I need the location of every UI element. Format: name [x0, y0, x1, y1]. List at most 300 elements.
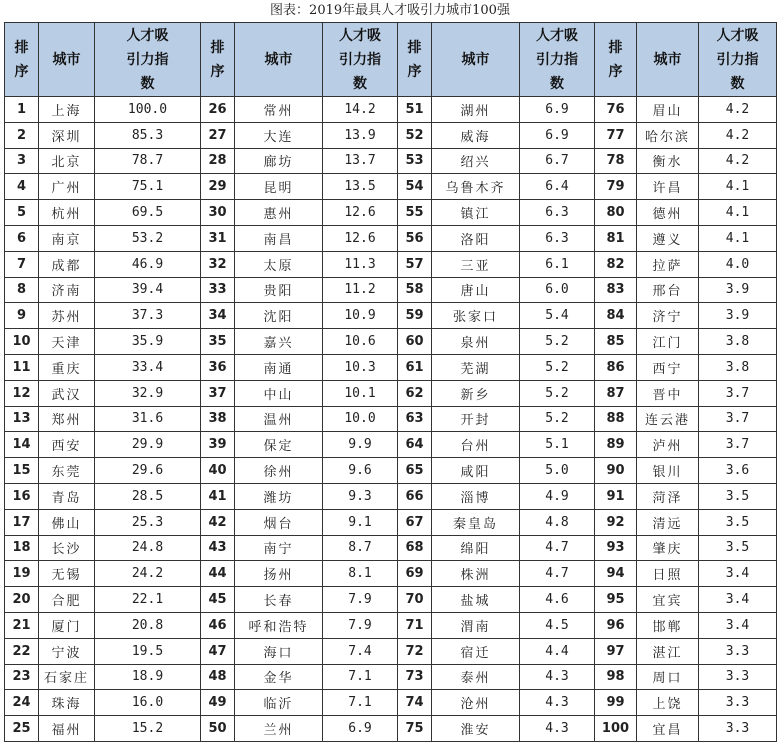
- index-cell: 10.3: [323, 354, 398, 380]
- index-cell: 6.3: [520, 225, 595, 251]
- header-index-label: 人才吸引力指数: [126, 27, 169, 92]
- rank-cell: 15: [5, 458, 39, 484]
- index-cell: 14.2: [323, 97, 398, 123]
- rank-cell: 14: [5, 432, 39, 458]
- rank-cell: 93: [595, 535, 637, 561]
- city-cell: 淮安: [432, 716, 520, 742]
- rank-cell: 55: [398, 200, 432, 226]
- city-cell: 德州: [637, 200, 699, 226]
- index-cell: 5.2: [520, 329, 595, 355]
- city-cell: 绍兴: [432, 148, 520, 174]
- header-index: [699, 23, 777, 97]
- table-row: [5, 483, 777, 509]
- rank-cell: 50: [201, 716, 235, 742]
- index-cell: 4.7: [520, 535, 595, 561]
- rank-cell: 23: [5, 664, 39, 690]
- table-row: [5, 561, 777, 587]
- index-cell: 5.2: [520, 406, 595, 432]
- rank-cell: 31: [201, 225, 235, 251]
- city-cell: 晋中: [637, 380, 699, 406]
- city-cell: 周口: [637, 664, 699, 690]
- index-cell: 33.4: [95, 354, 201, 380]
- city-cell: 沧州: [432, 690, 520, 716]
- city-cell: 南通: [235, 354, 323, 380]
- index-cell: 53.2: [95, 225, 201, 251]
- index-cell: 4.6: [520, 587, 595, 613]
- rank-cell: 76: [595, 97, 637, 123]
- rank-cell: 63: [398, 406, 432, 432]
- index-cell: 31.6: [95, 406, 201, 432]
- city-cell: 烟台: [235, 509, 323, 535]
- index-cell: 3.4: [699, 561, 777, 587]
- header-rank: [595, 23, 637, 97]
- city-cell: 菏泽: [637, 483, 699, 509]
- rank-cell: 27: [201, 122, 235, 148]
- rank-cell: 22: [5, 638, 39, 664]
- index-cell: 3.7: [699, 406, 777, 432]
- index-cell: 3.9: [699, 277, 777, 303]
- header-index-label: 人才吸引力指数: [716, 27, 759, 92]
- index-cell: 9.9: [323, 432, 398, 458]
- rank-cell: 60: [398, 329, 432, 355]
- index-cell: 46.9: [95, 251, 201, 277]
- city-cell: 苏州: [39, 303, 95, 329]
- city-cell: 嘉兴: [235, 329, 323, 355]
- rank-cell: 7: [5, 251, 39, 277]
- rank-cell: 1: [5, 97, 39, 123]
- rank-cell: 33: [201, 277, 235, 303]
- rank-cell: 69: [398, 561, 432, 587]
- city-cell: 渭南: [432, 612, 520, 638]
- header-rank: [201, 23, 235, 97]
- city-cell: 呼和浩特: [235, 612, 323, 638]
- table-row: [5, 251, 777, 277]
- table-row: [5, 225, 777, 251]
- header-rank-label: 排序: [608, 39, 623, 80]
- index-cell: 29.6: [95, 458, 201, 484]
- index-cell: 5.2: [520, 380, 595, 406]
- city-cell: 秦皇岛: [432, 509, 520, 535]
- index-cell: 4.8: [520, 509, 595, 535]
- index-cell: 9.3: [323, 483, 398, 509]
- city-cell: 广州: [39, 174, 95, 200]
- header-rank-label: 排序: [407, 39, 422, 80]
- table-row: [5, 458, 777, 484]
- city-cell: 上饶: [637, 690, 699, 716]
- index-cell: 4.5: [520, 612, 595, 638]
- index-cell: 10.0: [323, 406, 398, 432]
- city-cell: 宁波: [39, 638, 95, 664]
- city-cell: 佛山: [39, 509, 95, 535]
- table-row: [5, 509, 777, 535]
- city-cell: 济南: [39, 277, 95, 303]
- header-rank: [5, 23, 39, 97]
- rank-cell: 73: [398, 664, 432, 690]
- rank-cell: 75: [398, 716, 432, 742]
- rank-cell: 70: [398, 587, 432, 613]
- city-cell: 开封: [432, 406, 520, 432]
- city-cell: 泉州: [432, 329, 520, 355]
- city-cell: 乌鲁木齐: [432, 174, 520, 200]
- city-cell: 常州: [235, 97, 323, 123]
- rank-cell: 44: [201, 561, 235, 587]
- city-cell: 临沂: [235, 690, 323, 716]
- rank-cell: 66: [398, 483, 432, 509]
- city-cell: 南昌: [235, 225, 323, 251]
- rank-cell: 8: [5, 277, 39, 303]
- index-cell: 3.5: [699, 509, 777, 535]
- rank-cell: 94: [595, 561, 637, 587]
- index-cell: 3.3: [699, 664, 777, 690]
- table-row: [5, 535, 777, 561]
- header-city: [637, 23, 699, 97]
- city-cell: 宿迁: [432, 638, 520, 664]
- index-cell: 7.4: [323, 638, 398, 664]
- index-cell: 11.3: [323, 251, 398, 277]
- rank-cell: 40: [201, 458, 235, 484]
- city-cell: 南宁: [235, 535, 323, 561]
- index-cell: 3.3: [699, 690, 777, 716]
- table-row: [5, 277, 777, 303]
- city-cell: 盐城: [432, 587, 520, 613]
- index-cell: 16.0: [95, 690, 201, 716]
- table-row: [5, 716, 777, 742]
- city-cell: 湛江: [637, 638, 699, 664]
- rank-cell: 41: [201, 483, 235, 509]
- header-index: [520, 23, 595, 97]
- city-cell: 兰州: [235, 716, 323, 742]
- table-row: [5, 638, 777, 664]
- rank-cell: 37: [201, 380, 235, 406]
- index-cell: 7.9: [323, 587, 398, 613]
- header-city: [235, 23, 323, 97]
- table-row: [5, 174, 777, 200]
- city-cell: 长沙: [39, 535, 95, 561]
- city-cell: 银川: [637, 458, 699, 484]
- city-cell: 潍坊: [235, 483, 323, 509]
- rank-cell: 65: [398, 458, 432, 484]
- index-cell: 28.5: [95, 483, 201, 509]
- city-cell: 保定: [235, 432, 323, 458]
- header-index-label: 人才吸引力指数: [339, 27, 381, 92]
- index-cell: 5.4: [520, 303, 595, 329]
- rank-cell: 11: [5, 354, 39, 380]
- rank-cell: 92: [595, 509, 637, 535]
- city-cell: 太原: [235, 251, 323, 277]
- rank-cell: 17: [5, 509, 39, 535]
- rank-cell: 29: [201, 174, 235, 200]
- city-cell: 济宁: [637, 303, 699, 329]
- rank-cell: 19: [5, 561, 39, 587]
- rank-cell: 25: [5, 716, 39, 742]
- city-cell: 新乡: [432, 380, 520, 406]
- rank-cell: 77: [595, 122, 637, 148]
- table-row: [5, 148, 777, 174]
- index-cell: 6.3: [520, 200, 595, 226]
- table-row: [5, 664, 777, 690]
- city-cell: 沈阳: [235, 303, 323, 329]
- rank-cell: 95: [595, 587, 637, 613]
- rank-cell: 86: [595, 354, 637, 380]
- index-cell: 10.1: [323, 380, 398, 406]
- index-cell: 15.2: [95, 716, 201, 742]
- rank-cell: 91: [595, 483, 637, 509]
- rank-cell: 18: [5, 535, 39, 561]
- city-cell: 重庆: [39, 354, 95, 380]
- index-cell: 11.2: [323, 277, 398, 303]
- index-cell: 3.7: [699, 380, 777, 406]
- index-cell: 4.1: [699, 174, 777, 200]
- index-cell: 4.1: [699, 225, 777, 251]
- table-row: [5, 380, 777, 406]
- index-cell: 35.9: [95, 329, 201, 355]
- index-cell: 3.3: [699, 716, 777, 742]
- city-cell: 福州: [39, 716, 95, 742]
- index-cell: 5.1: [520, 432, 595, 458]
- rank-cell: 81: [595, 225, 637, 251]
- rank-cell: 56: [398, 225, 432, 251]
- city-cell: 深圳: [39, 122, 95, 148]
- rank-cell: 2: [5, 122, 39, 148]
- rank-cell: 59: [398, 303, 432, 329]
- city-cell: 唐山: [432, 277, 520, 303]
- city-cell: 邯郸: [637, 612, 699, 638]
- city-cell: 拉萨: [637, 251, 699, 277]
- rank-cell: 38: [201, 406, 235, 432]
- city-cell: 扬州: [235, 561, 323, 587]
- rank-cell: 71: [398, 612, 432, 638]
- index-cell: 13.9: [323, 122, 398, 148]
- city-cell: 无锡: [39, 561, 95, 587]
- table-row: [5, 122, 777, 148]
- index-cell: 3.7: [699, 432, 777, 458]
- index-cell: 18.9: [95, 664, 201, 690]
- city-cell: 长春: [235, 587, 323, 613]
- index-cell: 3.4: [699, 587, 777, 613]
- city-cell: 哈尔滨: [637, 122, 699, 148]
- table-body: [5, 97, 777, 742]
- city-cell: 成都: [39, 251, 95, 277]
- header-index: [323, 23, 398, 97]
- rank-cell: 53: [398, 148, 432, 174]
- index-cell: 3.3: [699, 638, 777, 664]
- index-cell: 4.3: [520, 690, 595, 716]
- rank-cell: 58: [398, 277, 432, 303]
- rank-cell: 49: [201, 690, 235, 716]
- city-cell: 衡水: [637, 148, 699, 174]
- rank-cell: 61: [398, 354, 432, 380]
- city-cell: 合肥: [39, 587, 95, 613]
- rank-cell: 100: [595, 716, 637, 742]
- city-cell: 张家口: [432, 303, 520, 329]
- index-cell: 85.3: [95, 122, 201, 148]
- index-cell: 3.8: [699, 329, 777, 355]
- table-title: 图表：2019年最具人才吸引力城市100强: [270, 3, 510, 18]
- header-city-label: 城市: [52, 51, 81, 68]
- index-cell: 12.6: [323, 225, 398, 251]
- index-cell: 12.6: [323, 200, 398, 226]
- rank-cell: 6: [5, 225, 39, 251]
- index-cell: 24.8: [95, 535, 201, 561]
- city-cell: 郑州: [39, 406, 95, 432]
- city-cell: 湖州: [432, 97, 520, 123]
- header-city-label: 城市: [653, 51, 682, 68]
- city-cell: 连云港: [637, 406, 699, 432]
- city-cell: 邢台: [637, 277, 699, 303]
- rank-cell: 80: [595, 200, 637, 226]
- city-cell: 清远: [637, 509, 699, 535]
- table-row: [5, 612, 777, 638]
- rank-cell: 9: [5, 303, 39, 329]
- rank-cell: 32: [201, 251, 235, 277]
- city-cell: 台州: [432, 432, 520, 458]
- rank-cell: 88: [595, 406, 637, 432]
- rank-cell: 30: [201, 200, 235, 226]
- index-cell: 9.6: [323, 458, 398, 484]
- index-cell: 3.5: [699, 535, 777, 561]
- header-index-label: 人才吸引力指数: [536, 27, 578, 92]
- rank-cell: 72: [398, 638, 432, 664]
- index-cell: 6.9: [520, 122, 595, 148]
- index-cell: 10.9: [323, 303, 398, 329]
- rank-cell: 52: [398, 122, 432, 148]
- rank-cell: 3: [5, 148, 39, 174]
- index-cell: 4.3: [520, 716, 595, 742]
- rank-cell: 68: [398, 535, 432, 561]
- table-row: [5, 200, 777, 226]
- city-cell: 金华: [235, 664, 323, 690]
- city-cell: 杭州: [39, 200, 95, 226]
- header-index: [95, 23, 201, 97]
- city-cell: 徐州: [235, 458, 323, 484]
- city-cell: 温州: [235, 406, 323, 432]
- rank-cell: 45: [201, 587, 235, 613]
- index-cell: 3.4: [699, 612, 777, 638]
- index-cell: 29.9: [95, 432, 201, 458]
- index-cell: 25.3: [95, 509, 201, 535]
- city-cell: 镇江: [432, 200, 520, 226]
- rank-cell: 98: [595, 664, 637, 690]
- rank-cell: 12: [5, 380, 39, 406]
- index-cell: 22.1: [95, 587, 201, 613]
- index-cell: 13.5: [323, 174, 398, 200]
- table-row: [5, 303, 777, 329]
- rank-cell: 36: [201, 354, 235, 380]
- rank-cell: 47: [201, 638, 235, 664]
- index-cell: 20.8: [95, 612, 201, 638]
- rank-cell: 43: [201, 535, 235, 561]
- rank-cell: 54: [398, 174, 432, 200]
- index-cell: 6.9: [323, 716, 398, 742]
- header-city-label: 城市: [264, 51, 293, 68]
- rank-cell: 13: [5, 406, 39, 432]
- index-cell: 6.9: [520, 97, 595, 123]
- rank-cell: 4: [5, 174, 39, 200]
- city-cell: 西安: [39, 432, 95, 458]
- city-cell: 青岛: [39, 483, 95, 509]
- index-cell: 19.5: [95, 638, 201, 664]
- rank-cell: 42: [201, 509, 235, 535]
- city-cell: 中山: [235, 380, 323, 406]
- city-cell: 东莞: [39, 458, 95, 484]
- city-cell: 南京: [39, 225, 95, 251]
- index-cell: 8.7: [323, 535, 398, 561]
- index-cell: 4.1: [699, 200, 777, 226]
- index-cell: 24.2: [95, 561, 201, 587]
- index-cell: 5.0: [520, 458, 595, 484]
- index-cell: 3.6: [699, 458, 777, 484]
- rank-cell: 24: [5, 690, 39, 716]
- rank-cell: 96: [595, 612, 637, 638]
- table-row: [5, 406, 777, 432]
- table-row: [5, 354, 777, 380]
- city-cell: 石家庄: [39, 664, 95, 690]
- city-cell: 天津: [39, 329, 95, 355]
- city-cell: 北京: [39, 148, 95, 174]
- table-row: [5, 97, 777, 123]
- header-city-label: 城市: [461, 51, 490, 68]
- table-row: [5, 329, 777, 355]
- index-cell: 6.0: [520, 277, 595, 303]
- index-cell: 4.2: [699, 148, 777, 174]
- index-cell: 6.4: [520, 174, 595, 200]
- city-cell: 大连: [235, 122, 323, 148]
- rank-cell: 62: [398, 380, 432, 406]
- index-cell: 10.6: [323, 329, 398, 355]
- city-cell: 咸阳: [432, 458, 520, 484]
- rank-cell: 20: [5, 587, 39, 613]
- index-cell: 78.7: [95, 148, 201, 174]
- rank-cell: 82: [595, 251, 637, 277]
- rank-cell: 99: [595, 690, 637, 716]
- rank-cell: 26: [201, 97, 235, 123]
- city-cell: 上海: [39, 97, 95, 123]
- city-cell: 江门: [637, 329, 699, 355]
- rank-cell: 16: [5, 483, 39, 509]
- index-cell: 6.7: [520, 148, 595, 174]
- city-cell: 泰州: [432, 664, 520, 690]
- index-cell: 7.9: [323, 612, 398, 638]
- header-rank: [398, 23, 432, 97]
- index-cell: 69.5: [95, 200, 201, 226]
- table-row: [5, 587, 777, 613]
- city-cell: 珠海: [39, 690, 95, 716]
- rank-cell: 64: [398, 432, 432, 458]
- index-cell: 4.4: [520, 638, 595, 664]
- city-cell: 泸州: [637, 432, 699, 458]
- rank-cell: 34: [201, 303, 235, 329]
- index-cell: 4.2: [699, 97, 777, 123]
- city-cell: 威海: [432, 122, 520, 148]
- city-cell: 惠州: [235, 200, 323, 226]
- header-city: [39, 23, 95, 97]
- index-cell: 7.1: [323, 664, 398, 690]
- rank-cell: 89: [595, 432, 637, 458]
- index-cell: 7.1: [323, 690, 398, 716]
- rank-cell: 84: [595, 303, 637, 329]
- rank-cell: 28: [201, 148, 235, 174]
- city-cell: 贵阳: [235, 277, 323, 303]
- city-cell: 宜昌: [637, 716, 699, 742]
- index-cell: 39.4: [95, 277, 201, 303]
- city-cell: 肇庆: [637, 535, 699, 561]
- index-cell: 75.1: [95, 174, 201, 200]
- city-cell: 宜宾: [637, 587, 699, 613]
- header-rank-label: 排序: [14, 39, 29, 80]
- rank-cell: 85: [595, 329, 637, 355]
- rank-cell: 35: [201, 329, 235, 355]
- index-cell: 3.9: [699, 303, 777, 329]
